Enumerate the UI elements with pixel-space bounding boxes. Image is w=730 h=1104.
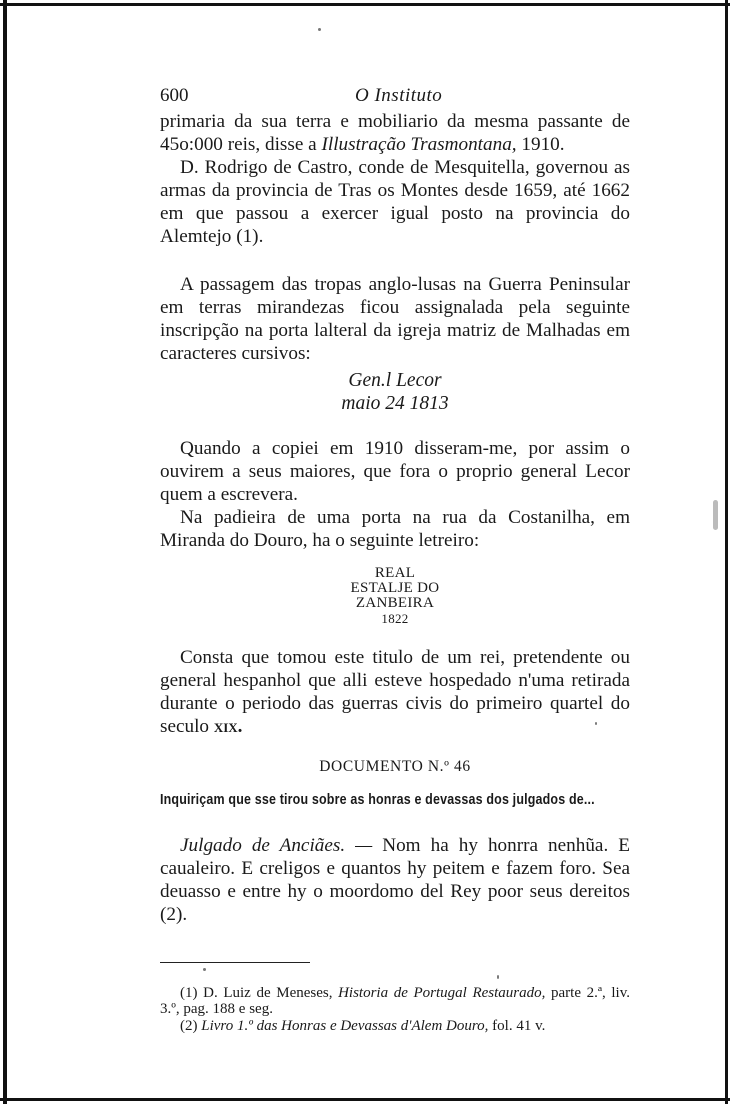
cited-title: Illustração Trasmontana, bbox=[321, 134, 517, 155]
footnote-1 bbox=[160, 985, 630, 1017]
paragraph-text: 1910. bbox=[521, 134, 565, 155]
footnote-mark: (1) bbox=[180, 985, 198, 1001]
paragraph-text: Nom ha hy honrra nenhũa. E caualeiro. E creligos e quantos hy peitem e fazem foro. Sea deuasso e entre hy o moordomo del Rey poor seus dereitos (2). bbox=[160, 835, 630, 925]
inscription-year: 1822 bbox=[381, 611, 409, 626]
scan-edge-shadow bbox=[713, 500, 718, 530]
inscription-line: Gen.l Lecor bbox=[348, 370, 442, 391]
inscription-line: REAL bbox=[374, 565, 416, 581]
document-heading: DOCUMENTO N.º 46 bbox=[319, 758, 471, 775]
scan-border-top bbox=[0, 3, 730, 6]
scan-border-right bbox=[725, 0, 728, 1104]
footnote-2 bbox=[160, 1018, 630, 1034]
scan-border-left bbox=[3, 0, 7, 1104]
footnote-mark: (2) bbox=[180, 1018, 198, 1034]
paragraph-title-origin bbox=[160, 646, 630, 738]
run-in-heading: Julgado de Anciães. — bbox=[180, 835, 373, 856]
footnote-rule bbox=[160, 962, 310, 963]
inscription-line: ESTALJE DO bbox=[350, 580, 440, 596]
footnote-author: D. Luiz de Meneses, bbox=[203, 985, 333, 1001]
paragraph-text: primaria da sua terra e mobiliario da mesma passante de 45o:000 reis, disse a bbox=[160, 111, 630, 155]
footnote-title: Livro 1.º das Honras e Devassas d'Alem Douro, bbox=[201, 1018, 489, 1034]
scan-border-bottom bbox=[0, 1098, 730, 1101]
century-numeral: xix. bbox=[213, 716, 243, 737]
paragraph-text: Consta que tomou este titulo de um rei, pretendente ou general hespanhol que alli esteve hospedado n'uma retirada durante o periodo das guerras civis do primeiro quartel do seculo bbox=[160, 647, 630, 737]
paragraph-peninsular-war: A passagem das tropas anglo-lusas na Guerra Peninsular em terras mirandezas ficou assignalada pela seguinte inscripção na porta lalteral da igreja matriz de Malhadas em caracteres cursivos: bbox=[160, 274, 630, 364]
inscription-estalje bbox=[160, 566, 630, 626]
paragraph-costanilha: Na padieira de uma porta na rua da Costanilha, em Miranda do Douro, ha o seguinte letreiro: bbox=[160, 507, 630, 551]
scan-speck bbox=[318, 28, 321, 31]
document-title: Inquiriçam que sse tirou sobre as honras e devassas dos julgados de... bbox=[160, 792, 595, 808]
running-head bbox=[160, 80, 630, 110]
paragraph-copied: Quando a copiei em 1910 disseram-me, por assim o ouvirem a seus maiores, que fora o proprio general Lecor quem a escrevera. bbox=[160, 438, 630, 505]
footnote-text: fol. 41 v. bbox=[492, 1018, 546, 1034]
paragraph-ancianes bbox=[160, 834, 630, 926]
footnote-text: parte 2.ª, liv. 3.º, pag. 188 e seg. bbox=[160, 985, 630, 1017]
inscription-line: ZANBEIRA bbox=[355, 595, 435, 611]
paragraph-castro: D. Rodrigo de Castro, conde de Mesquitella, governou as armas da provincia de Tras os Montes desde 1659, até 1662 em que passou a exercer igual posto na provincia do Alemtejo (1). bbox=[160, 157, 630, 247]
footnote-title: Historia de Portugal Restaurado, bbox=[338, 985, 546, 1001]
journal-title: O Instituto bbox=[355, 85, 443, 106]
paragraph-continued bbox=[160, 110, 630, 156]
inscription-lecor bbox=[160, 369, 630, 415]
book-page bbox=[160, 80, 630, 1034]
inscription-line: maio 24 1813 bbox=[341, 393, 449, 414]
page-number: 600 bbox=[160, 85, 189, 106]
